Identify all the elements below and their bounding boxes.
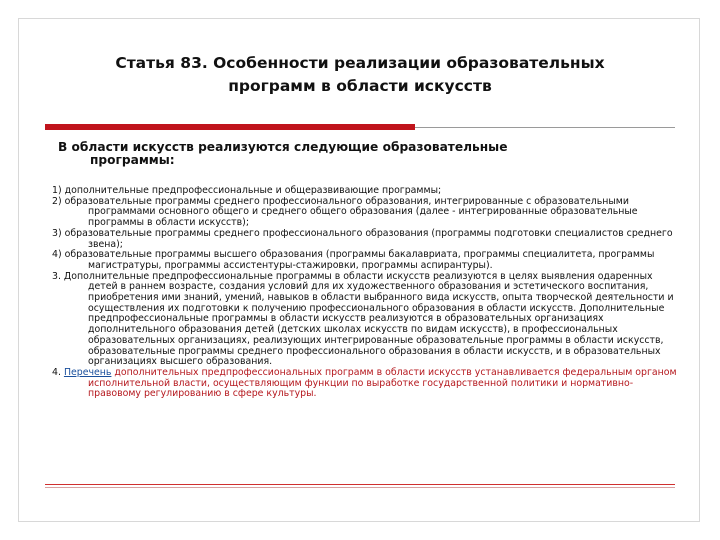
item4-prefix: 4.	[52, 366, 64, 378]
title-line-1: Статья 83. Особенности реализации образовательных	[115, 54, 605, 72]
slide-title	[45, 52, 675, 98]
title-line-2: программ в области искусств	[228, 77, 492, 95]
lead-line-1: В области искусств реализуются следующие образовательные	[58, 140, 508, 154]
list-item: 4) образовательные программы высшего образования (программы бакалавриата, программы специалитета, программы магистратуры, программы ассистентуры-стажировки, программы аспирантуры).	[52, 249, 655, 271]
lead-line-2: программы:	[90, 153, 175, 167]
perechen-link[interactable]: Перечень	[63, 366, 112, 378]
item4-text: дополнительных предпрофессиональных программ в области искусств устанавливается федеральным органом исполнительной власти, осуществляющим функции по выработке государственной политики и нормативно-правовому регулированию в сфере культуры.	[88, 366, 677, 400]
list-item: 1) дополнительные предпрофессиональные и общеразвивающие программы;	[52, 185, 442, 196]
list-item: 3. Дополнительные предпрофессиональные программы в области искусств реализуются в целях выявления одаренных детей в раннем возрасте, создания условий для их художественного образования и эстетического воспитания, приобретения ими знаний, умений, навыков в области выбранного вида искусств, опыта творческой деятельности и осуществления их подготовки к получению профессионального образования в области искусств. Дополнительные предпрофессиональные программы в области искусств реализуются в образовательных организациях дополнительного образования детей (детских школах искусств по видам искусств), в профессиональных образовательных организациях, реализующих интегрированные образовательные программы в области искусств, образовательные программы среднего профессионального образования в области искусств, и в образовательных организациях высшего образования.	[52, 270, 674, 368]
list-item: 3) образовательные программы среднего профессионального образования (программы подготовки специалистов среднего звена);	[52, 227, 673, 250]
bottom-divider	[45, 484, 675, 485]
bottom-divider-secondary	[45, 487, 675, 488]
list-item-4	[52, 368, 682, 400]
article-body	[52, 186, 682, 400]
lead-paragraph	[58, 141, 658, 167]
title-divider-red	[45, 124, 415, 130]
list-item: 2) образовательные программы среднего профессионального образования, интегрированные с образовательными программами основного общего и среднего общего образования (далее - интегрированные образовательные программы в области искусств);	[52, 195, 638, 229]
